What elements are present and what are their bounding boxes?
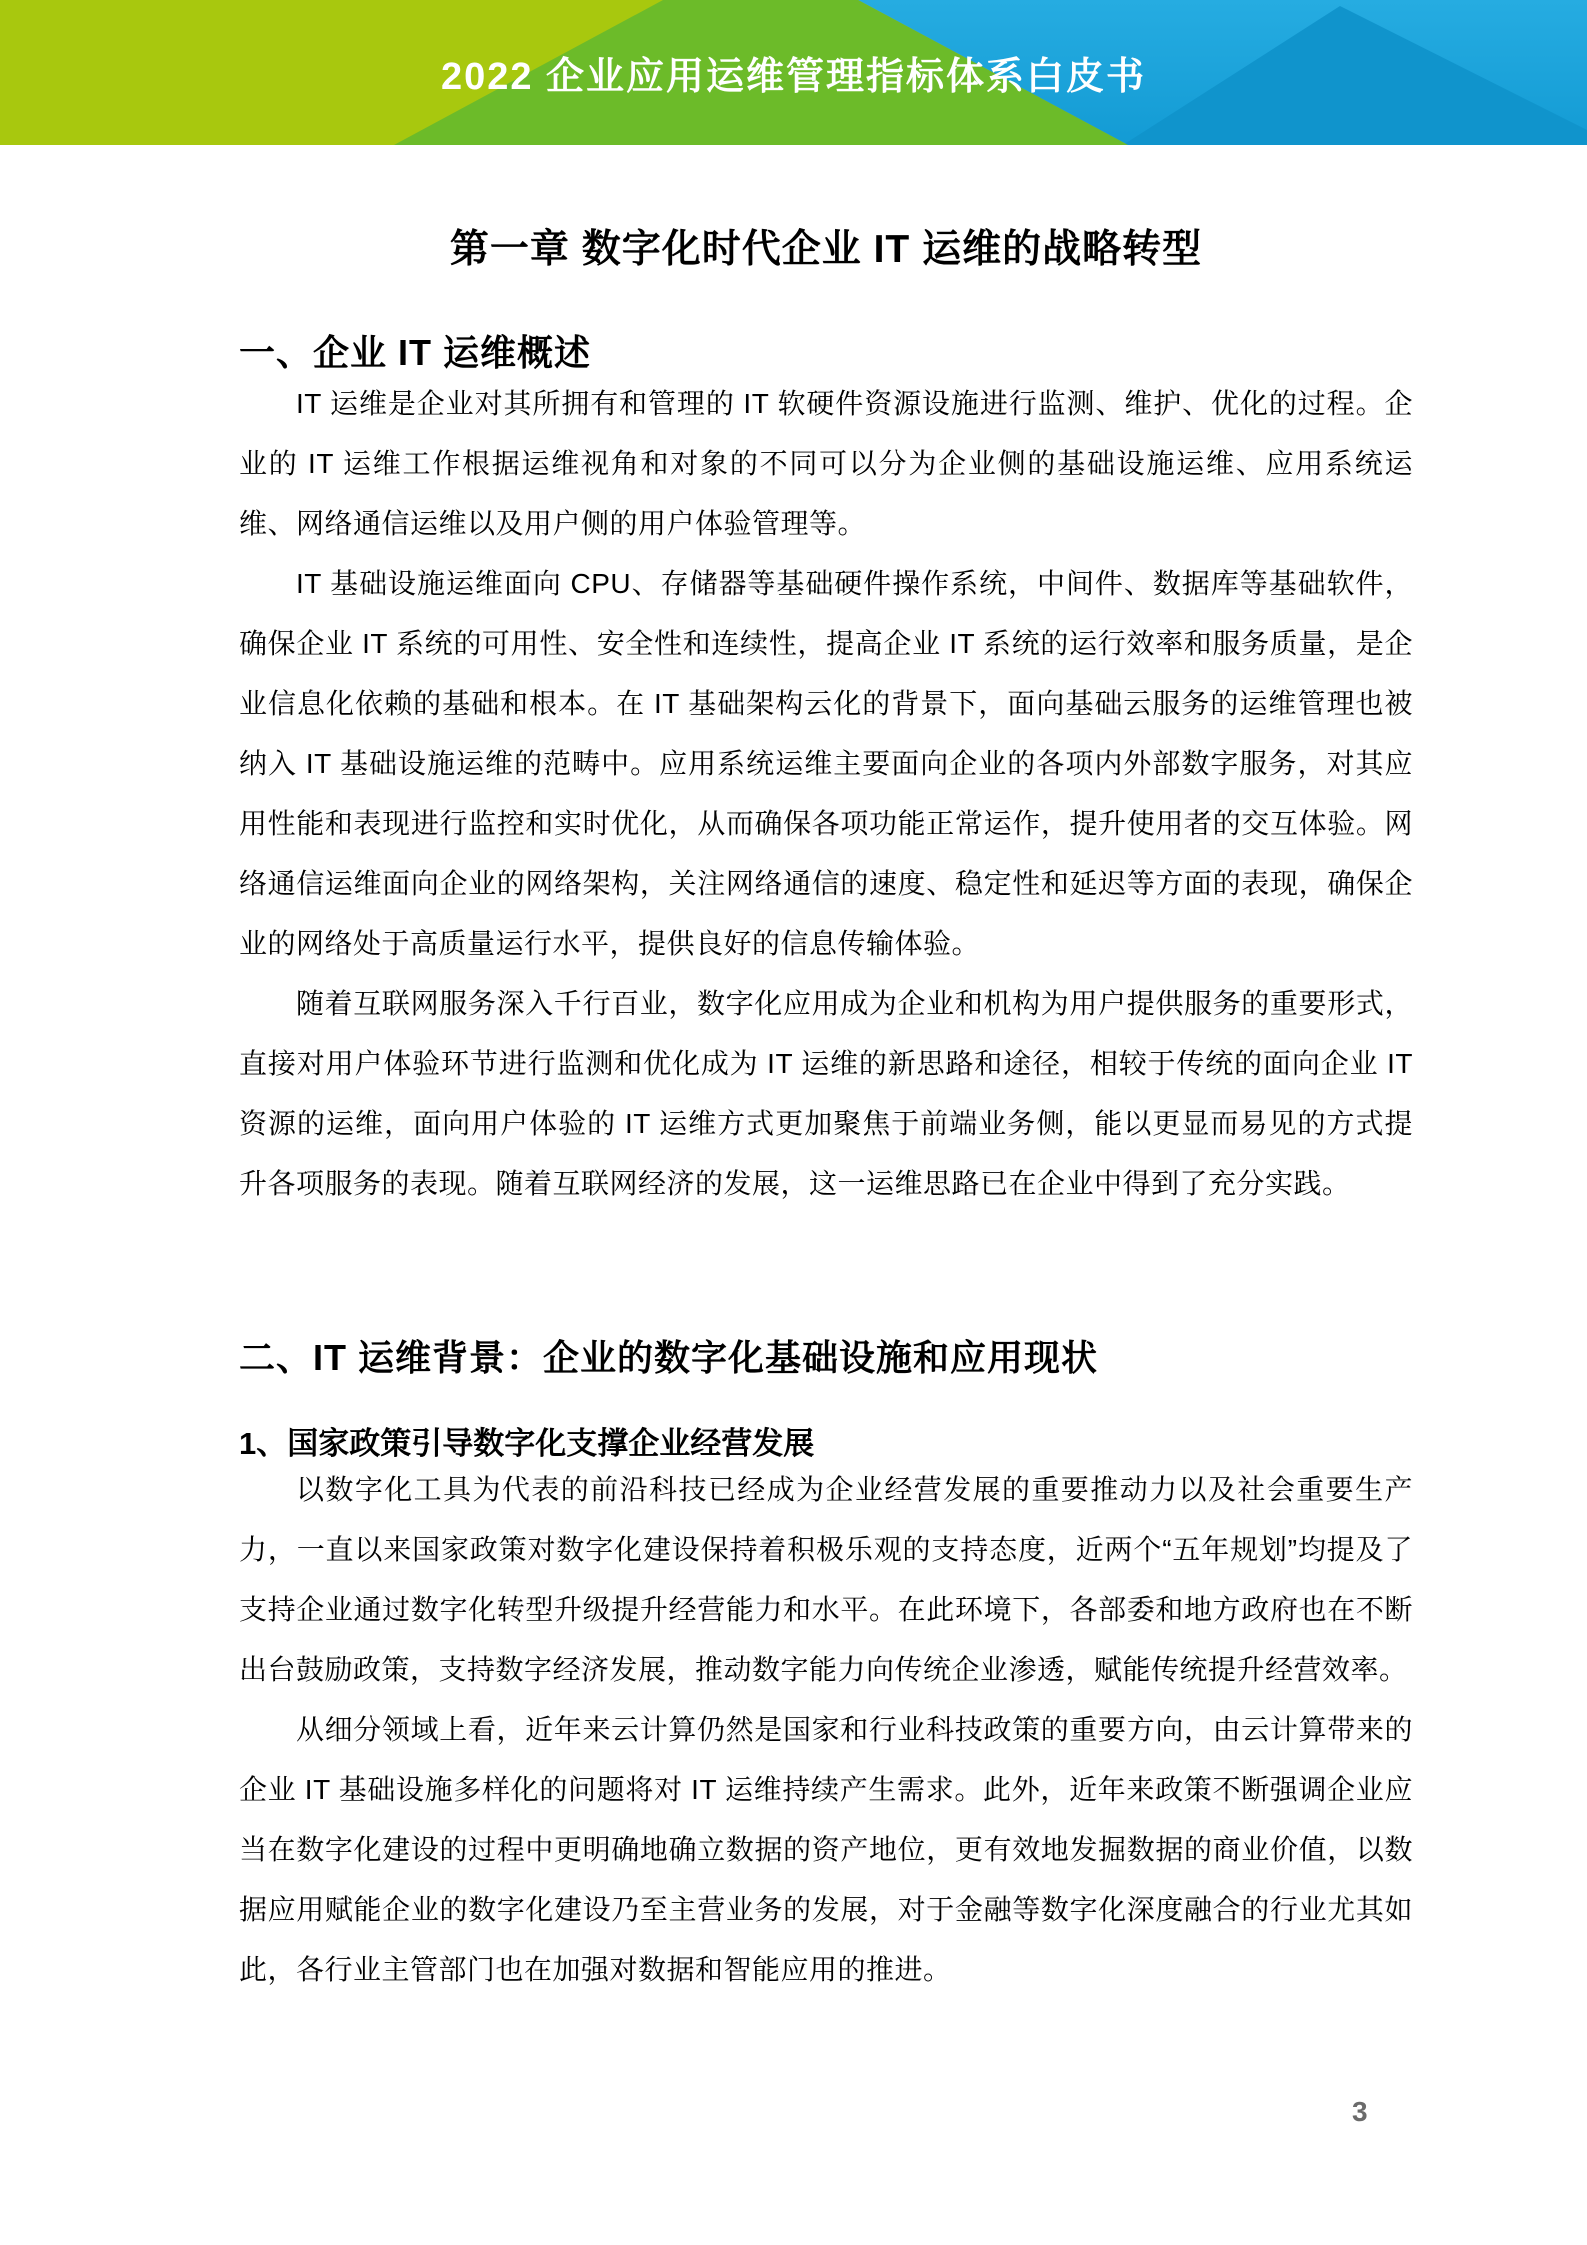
section-1-body — [239, 374, 1413, 1214]
paragraph: 从细分领域上看，近年来云计算仍然是国家和行业科技政策的重要方向，由云计算带来的企业 IT 基础设施多样化的问题将对 IT 运维持续产生需求。此外，近年来政策不断强调企业应当在数字化建设的过程中更明确地确立数据的资产地位，更有效地发掘数据的商业价值，以数据应用赋能企业的数字化建设乃至主营业务的发展，对于金融等数字化深度融合的行业尤其如此，各行业主管部门也在加强对数据和智能应用的推进。 — [239, 1714, 1413, 1985]
paragraph: IT 基础设施运维面向 CPU、存储器等基础硬件操作系统，中间件、数据库等基础软件，确保企业 IT 系统的可用性、安全性和连续性，提高企业 IT 系统的运行效率和服务质量，是企业信息化依赖的基础和根本。在 IT 基础架构云化的背景下，面向基础云服务的运维管理也被纳入 IT 基础设施运维的范畴中。应用系统运维主要面向企业的各项内外部数字服务，对其应用性能和表现进行监控和实时优化，从而确保各项功能正常运作，提升使用者的交互体验。网络通信运维面向企业的网络架构，关注网络通信的速度、稳定性和延迟等方面的表现，确保企业的网络处于高质量运行水平，提供良好的信息传输体验。 — [239, 568, 1413, 959]
paragraph: 以数字化工具为代表的前沿科技已经成为企业经营发展的重要推动力以及社会重要生产力，一直以来国家政策对数字化建设保持着积极乐观的支持态度，近两个“五年规划”均提及了支持企业通过数字化转型升级提升经营能力和水平。在此环境下，各部委和地方政府也在不断出台鼓励政策，支持数字经济发展，推动数字能力向传统企业渗透，赋能传统提升经营效率。 — [239, 1474, 1413, 1685]
section-2-body — [239, 1460, 1413, 2000]
paragraph: 随着互联网服务深入千行百业，数字化应用成为企业和机构为用户提供服务的重要形式，直接对用户体验环节进行监测和优化成为 IT 运维的新思路和途径，相较于传统的面向企业 IT 资源的运维，面向用户体验的 IT 运维方式更加聚焦于前端业务侧，能以更显而易见的方式提升各项服务的表现。随着互联网经济的发展，这一运维思路已在企业中得到了充分实践。 — [239, 988, 1413, 1199]
document-title: 2022 企业应用运维管理指标体系白皮书 — [440, 56, 1147, 98]
section-2-subheading: 1、国家政策引导数字化支撑企业经营发展 — [239, 1426, 815, 1461]
section-1-heading: 一、企业 IT 运维概述 — [239, 331, 591, 373]
page-number: 3 — [1352, 2096, 1368, 2127]
paragraph: IT 运维是企业对其所拥有和管理的 IT 软硬件资源设施进行监测、维护、优化的过程。企业的 IT 运维工作根据运维视角和对象的不同可以分为企业侧的基础设施运维、应用系统运维、网络通信运维以及用户侧的用户体验管理等。 — [239, 388, 1413, 539]
header-banner — [0, 0, 1587, 145]
section-2-heading: 二、IT 运维背景：企业的数字化基础设施和应用现状 — [239, 1336, 1098, 1378]
chapter-title: 第一章 数字化时代企业 IT 运维的战略转型 — [449, 228, 1203, 272]
